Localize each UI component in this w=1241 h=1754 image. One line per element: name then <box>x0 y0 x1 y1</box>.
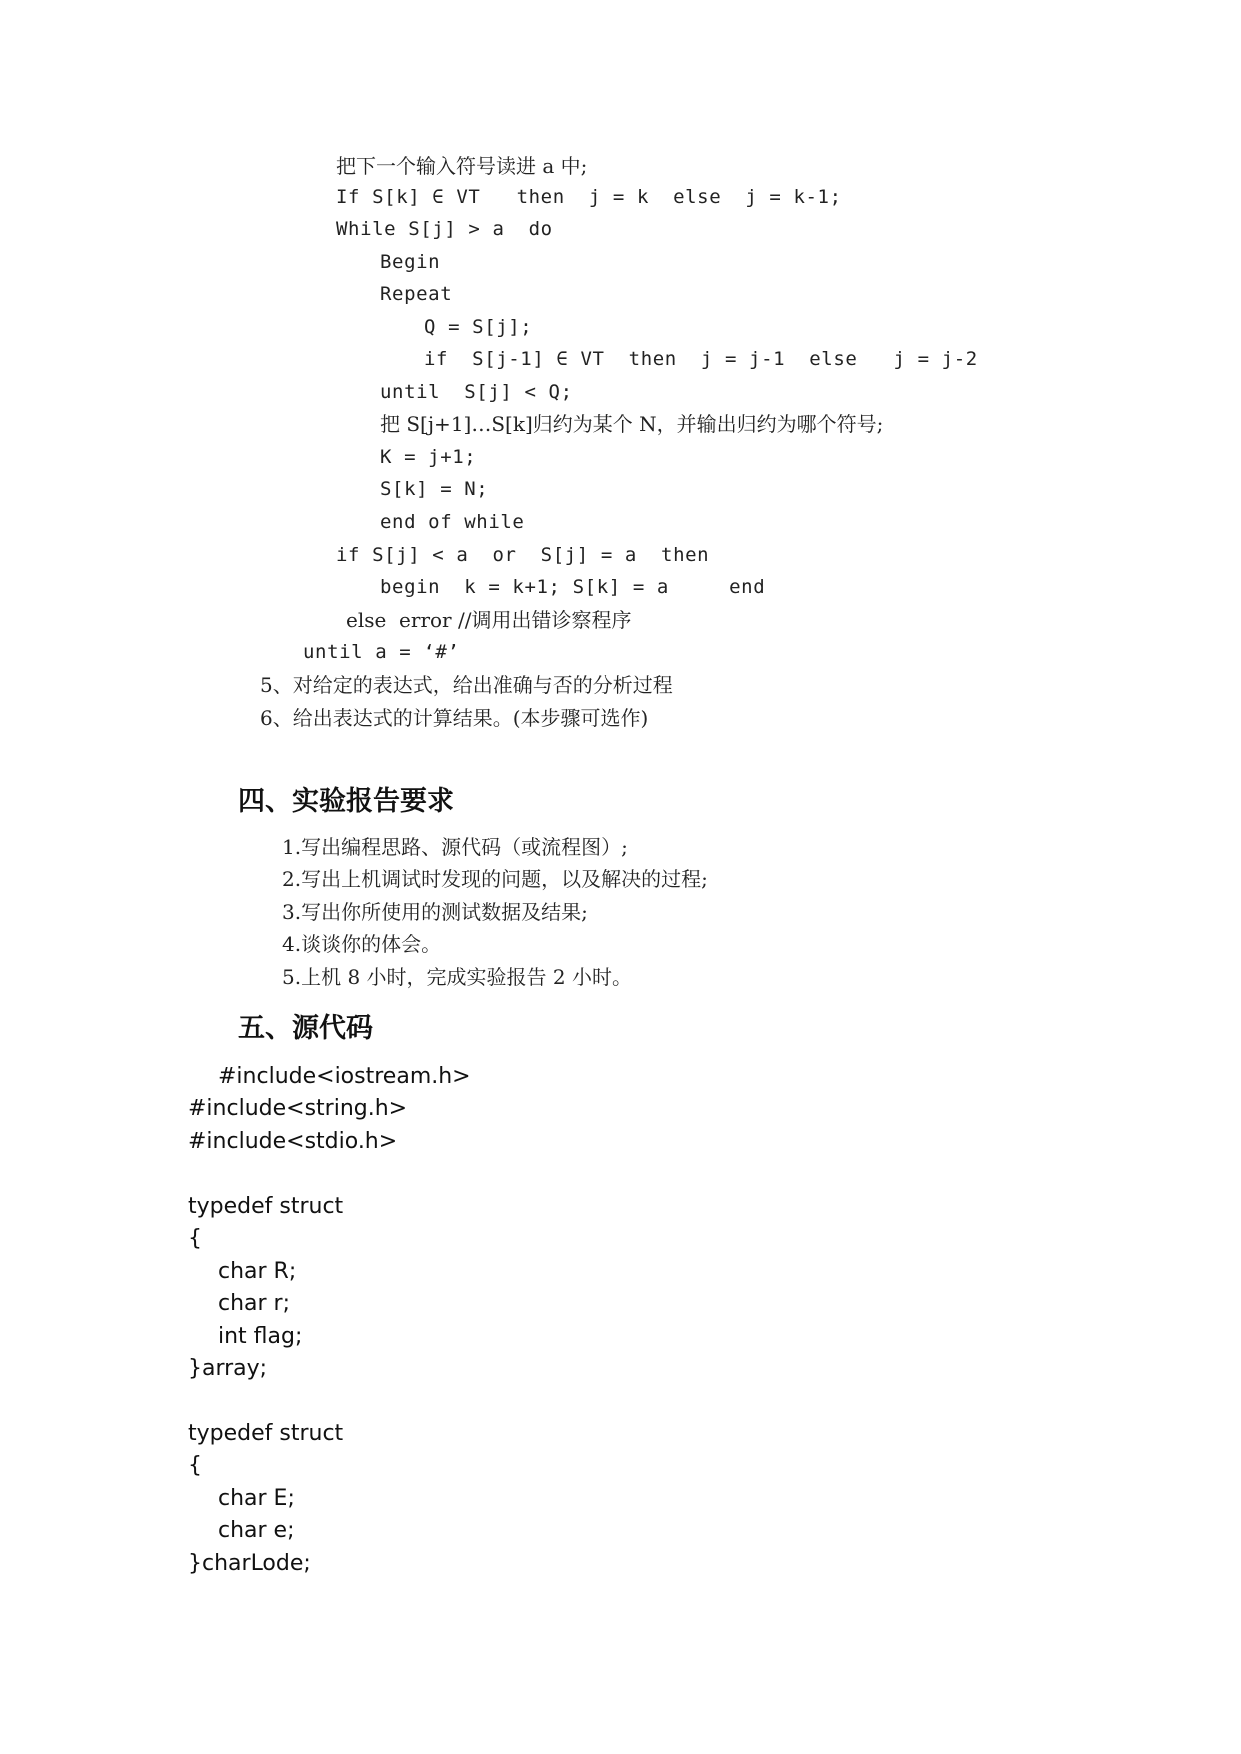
code-line: }charLode; <box>188 1551 311 1576</box>
code-line: char e; <box>218 1518 295 1543</box>
code-line: #include<stdio.h> <box>188 1129 398 1154</box>
code-line: { <box>188 1226 202 1251</box>
step-6-text: 6、给出表达式的计算结果。(本步骤可选作) <box>260 706 649 730</box>
section-4-heading: 四、实验报告要求 <box>238 786 454 817</box>
code-line: char R; <box>218 1259 297 1284</box>
algorithm-line: 把 S[j+1]…S[k]归约为某个 N，并输出归约为哪个符号; <box>380 412 884 436</box>
algorithm-line: if S[j-1] ∈ VT then j = j-1 else j = j-2 <box>424 348 978 370</box>
code-line: }array; <box>188 1356 268 1381</box>
algorithm-line: if S[j] < a or S[j] = a then <box>336 544 710 566</box>
algorithm-line: If S[k] ∈ VT then j = k else j = k-1; <box>336 186 842 208</box>
list-item: 5.上机 8 小时，完成实验报告 2 小时。 <box>282 965 632 989</box>
code-line: { <box>188 1453 202 1478</box>
code-line: typedef struct <box>188 1194 344 1219</box>
code-line: char E; <box>218 1486 295 1511</box>
list-item: 1.写出编程思路、源代码（或流程图）; <box>282 835 628 859</box>
algorithm-line: Q = S[j]; <box>424 316 533 338</box>
algorithm-line: 把下一个输入符号读进 a 中; <box>336 154 588 178</box>
code-line: #include<string.h> <box>188 1096 408 1121</box>
algorithm-line: K = j+1; <box>380 446 477 468</box>
algorithm-line: until a = ‘#’ <box>303 641 460 663</box>
algorithm-line: Begin <box>380 251 441 273</box>
code-line: typedef struct <box>188 1421 344 1446</box>
list-item: 3.写出你所使用的测试数据及结果; <box>282 900 588 924</box>
algorithm-line: S[k] = N; <box>380 478 489 500</box>
algorithm-line: begin k = k+1; S[k] = a end <box>380 576 766 598</box>
code-line: int flag; <box>218 1324 303 1349</box>
code-line: #include<iostream.h> <box>218 1064 471 1089</box>
code-line: char r; <box>218 1291 291 1316</box>
step-5-text: 5、对给定的表达式，给出准确与否的分析过程 <box>260 673 673 697</box>
algorithm-line: While S[j] > a do <box>336 218 553 240</box>
list-item: 2.写出上机调试时发现的问题，以及解决的过程; <box>282 867 708 891</box>
algorithm-line: Repeat <box>380 283 453 305</box>
algorithm-line: else error //调用出错诊察程序 <box>346 608 632 632</box>
algorithm-line: end of while <box>380 511 525 533</box>
algorithm-line: until S[j] < Q; <box>380 381 573 403</box>
section-5-heading: 五、源代码 <box>238 1013 373 1044</box>
list-item: 4.谈谈你的体会。 <box>282 932 442 956</box>
